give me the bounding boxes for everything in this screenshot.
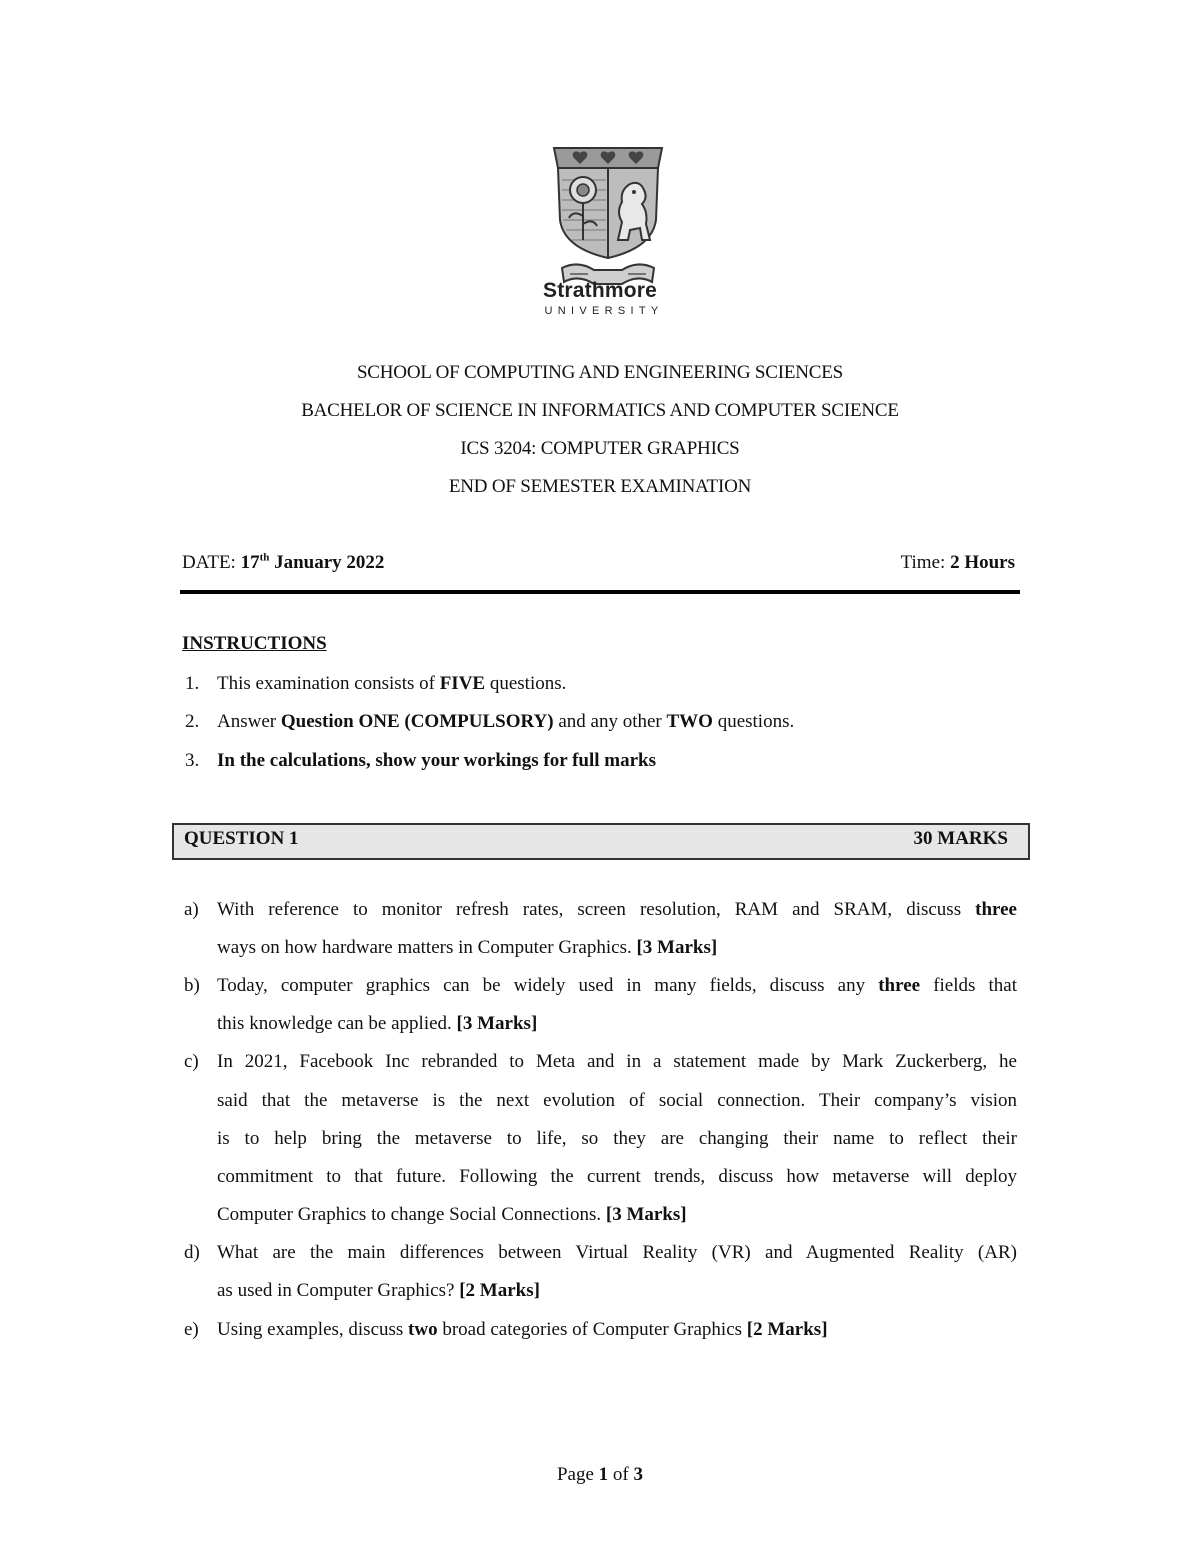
part-label: b) bbox=[184, 975, 200, 996]
instruction-item: In the calculations, show your workings for full marks bbox=[217, 750, 656, 771]
instruction-number: 2. bbox=[185, 711, 200, 732]
part-d-line-2: as used in Computer Graphics? [2 Marks] bbox=[217, 1280, 540, 1301]
university-name: Strathmore bbox=[542, 279, 658, 302]
part-c-line-3: is to help bring the metaverse to life, so they are changing their name to reflect their bbox=[217, 1128, 1017, 1149]
part-label: e) bbox=[184, 1319, 199, 1340]
page-number: Page 1 of 3 bbox=[556, 1464, 643, 1485]
question-marks: 30 MARKS bbox=[913, 828, 1008, 849]
part-d-line-1: What are the main differences between Virtual Reality (VR) and Augmented Reality (AR) bbox=[217, 1242, 1017, 1263]
exam-date: DATE: 17th January 2022 bbox=[182, 551, 385, 573]
part-label: d) bbox=[184, 1242, 200, 1263]
part-label: c) bbox=[184, 1051, 199, 1072]
part-c-line-2: said that the metaverse is the next evolution of social connection. Their company’s vision bbox=[217, 1090, 1017, 1111]
programme-name: BACHELOR OF SCIENCE IN INFORMATICS AND COMPUTER SCIENCE bbox=[301, 400, 899, 421]
exam-title: END OF SEMESTER EXAMINATION bbox=[448, 476, 752, 497]
part-c-line-1: In 2021, Facebook Inc rebranded to Meta and in a statement made by Mark Zuckerberg, he bbox=[217, 1051, 1017, 1072]
instruction-item: Answer Question ONE (COMPULSORY) and any other TWO questions. bbox=[217, 711, 795, 732]
part-c-line-5: Computer Graphics to change Social Connections. [3 Marks] bbox=[217, 1204, 687, 1225]
header-divider bbox=[180, 590, 1020, 594]
instruction-item: This examination consists of FIVE questions. bbox=[217, 673, 567, 694]
university-subtitle: UNIVERSITY bbox=[544, 305, 664, 317]
part-b-line-2: this knowledge can be applied. [3 Marks] bbox=[217, 1013, 538, 1034]
instruction-number: 1. bbox=[185, 673, 200, 694]
school-name: SCHOOL OF COMPUTING AND ENGINEERING SCIENCES bbox=[356, 362, 844, 383]
exam-duration: Time: 2 Hours bbox=[900, 552, 1015, 573]
part-a-line-2: ways on how hardware matters in Computer Graphics. [3 Marks] bbox=[217, 937, 718, 958]
part-label: a) bbox=[184, 899, 199, 920]
part-e-line-1: Using examples, discuss two broad categories of Computer Graphics [2 Marks] bbox=[217, 1319, 828, 1340]
question-header-bar bbox=[172, 823, 1030, 860]
part-c-line-4: commitment to that future. Following the current trends, discuss how metaverse will deploy bbox=[217, 1166, 1017, 1187]
part-a-line-1: With reference to monitor refresh rates, screen resolution, RAM and SRAM, discuss three bbox=[217, 899, 1017, 920]
instructions-heading: INSTRUCTIONS bbox=[182, 633, 327, 654]
instruction-number: 3. bbox=[185, 750, 200, 771]
question-label: QUESTION 1 bbox=[184, 828, 299, 849]
course-title: ICS 3204: COMPUTER GRAPHICS bbox=[460, 438, 740, 459]
part-b-line-1: Today, computer graphics can be widely used in many fields, discuss any three fields that bbox=[217, 975, 1018, 996]
